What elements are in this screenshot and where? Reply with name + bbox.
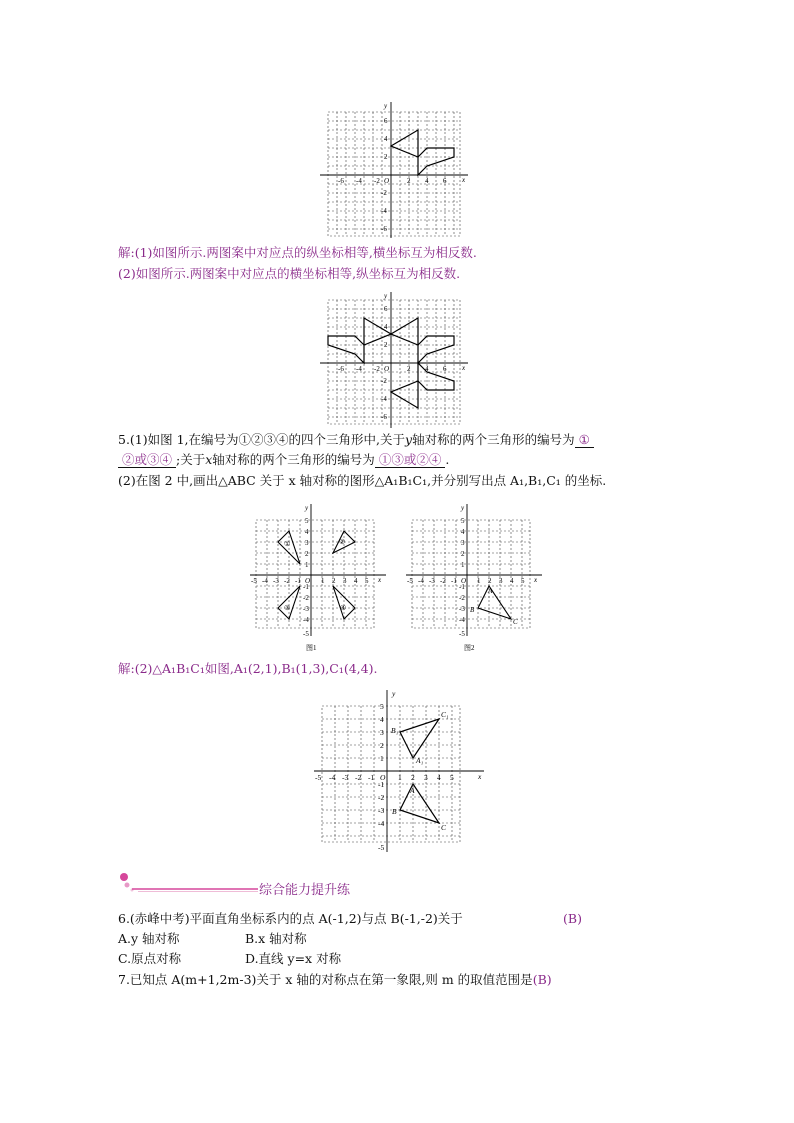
tick-label: 2: [384, 153, 388, 161]
tick-label: 1: [461, 561, 465, 569]
q5-text: 轴对称的两个三角形的编号为: [212, 452, 375, 467]
q5-line1: [118, 432, 594, 448]
figure-2: [404, 498, 546, 658]
tick-label: 2: [380, 741, 384, 750]
tick-label: -4: [329, 773, 336, 782]
q6-option-a: A.y 轴对称: [118, 931, 180, 946]
tick-label: -6: [338, 365, 344, 373]
q5-answer-1b: ②或③④: [118, 452, 176, 468]
tick-label: 4: [380, 715, 384, 724]
q5-var: y: [405, 432, 413, 447]
q7-answer: (B): [532, 972, 552, 987]
tick-label: -2: [374, 177, 380, 185]
tick-label: -4: [381, 207, 387, 215]
section-decoration-icon: [116, 870, 260, 894]
q5-line2: [118, 452, 449, 468]
origin-label: O: [461, 577, 467, 585]
tick-label: -3: [429, 577, 435, 585]
tick-label: -2: [459, 594, 465, 602]
tick-label: -5: [407, 577, 413, 585]
tick-label: 6: [443, 365, 447, 373]
tick-label: 4: [305, 528, 309, 536]
tick-label: 4: [384, 323, 388, 331]
tick-label: 4: [425, 365, 429, 373]
tick-label: -4: [356, 365, 362, 373]
coordinate-figure-middle: [318, 290, 468, 430]
figure-3-solution: [312, 688, 488, 854]
tick-label: -1: [295, 577, 301, 585]
tick-label: -2: [374, 365, 380, 373]
tick-label: 3: [305, 539, 309, 547]
q6-stem: 6.(赤峰中考)平面直角坐标系内的点 A(-1,2)与点 B(-1,-2)关于: [118, 911, 463, 926]
tick-label: -5: [315, 773, 322, 782]
tick-label: 2: [407, 365, 411, 373]
tick-label: -4: [356, 177, 362, 185]
tick-label: 4: [425, 177, 429, 185]
triangle-label: ②: [339, 538, 346, 546]
triangle-label: ④: [340, 604, 347, 612]
q6-option-b: B.x 轴对称: [245, 931, 307, 946]
tick-label: 1: [305, 561, 309, 569]
triangle-label: ③: [284, 604, 291, 612]
tick-label: -6: [381, 413, 387, 421]
tick-label: -6: [381, 225, 387, 233]
tick-label: 4: [354, 577, 358, 585]
tick-label: 1: [398, 773, 402, 782]
axis-label-y: y: [384, 102, 388, 110]
origin-label: O: [384, 177, 390, 185]
tick-label: 3: [424, 773, 428, 782]
tick-label: 5: [461, 517, 465, 525]
tick-label: -5: [251, 577, 257, 585]
coordinate-figure-top: [318, 100, 468, 240]
figure-caption: 图1: [306, 644, 317, 652]
q7-stem: [118, 972, 552, 988]
tick-label: -5: [459, 630, 465, 638]
q5-answer-1a: ①: [575, 432, 594, 448]
tick-label: -1: [368, 773, 375, 782]
axis-label-y: y: [305, 504, 309, 512]
tick-label: -4: [303, 616, 309, 624]
section-title: 综合能力提升练: [259, 883, 351, 898]
q7-text: 7.已知点 A(m+1,2m-3)关于 x 轴的对称点在第一象限,则 m 的取值范围是: [118, 972, 533, 987]
tick-label: -3: [273, 577, 279, 585]
tick-label: -1: [303, 583, 309, 591]
figure-1: [248, 498, 390, 658]
point-label: A: [488, 587, 493, 595]
q5-text: ;关于: [176, 452, 206, 467]
tick-label: -2: [440, 577, 446, 585]
tick-label: -3: [303, 605, 309, 613]
tick-label: 2: [332, 577, 336, 585]
tick-label: -2: [355, 773, 362, 782]
tick-label: 4: [437, 773, 441, 782]
tick-label: -2: [378, 793, 385, 802]
axis-label-x: x: [462, 364, 466, 372]
tick-label: 4: [461, 528, 465, 536]
tick-label: 2: [384, 341, 388, 349]
tick-label: 5: [380, 702, 384, 711]
q5-line3: (2)在图 2 中,画出△ABC 关于 x 轴对称的图形△A₁B₁C₁,并分别写出点 A₁,B₁,C₁ 的坐标.: [118, 473, 607, 488]
tick-label: 2: [407, 177, 411, 185]
tick-label: -1: [459, 583, 465, 591]
tick-label: 2: [461, 550, 465, 558]
q6-option-c: C.原点对称: [118, 951, 182, 966]
tick-label: 6: [384, 117, 388, 125]
tick-label: -2: [381, 377, 387, 385]
tick-label: -5: [303, 630, 309, 638]
tick-label: 6: [384, 305, 388, 313]
tick-label: 2: [411, 773, 415, 782]
axis-label-y: y: [392, 689, 396, 698]
axis-label-x: x: [478, 772, 482, 781]
tick-label: -4: [378, 819, 385, 828]
axis-label-x: x: [378, 576, 382, 584]
tick-label: -4: [418, 577, 424, 585]
tick-label: 4: [384, 135, 388, 143]
tick-label: 1: [321, 577, 325, 585]
axis-label-y: y: [461, 504, 465, 512]
tick-label: -3: [459, 605, 465, 613]
q5-text: 5.(1)如图 1,在编号为①②③④的四个三角形中,关于: [118, 432, 406, 447]
point-label: C₁: [441, 710, 449, 719]
q5-text: 轴对称的两个三角形的编号为: [412, 432, 575, 447]
origin-label: O: [384, 365, 390, 373]
point-label: A: [410, 786, 415, 795]
tick-label: 5: [305, 517, 309, 525]
q4-solution-line2: (2)如图所示.两图案中对应点的横坐标相等,纵坐标互为相反数.: [118, 266, 461, 281]
tick-label: 5: [450, 773, 454, 782]
tick-label: 1: [380, 754, 384, 763]
triangle-label: ①: [284, 540, 291, 548]
tick-label: -1: [451, 577, 457, 585]
tick-label: -4: [262, 577, 268, 585]
tick-label: 5: [521, 577, 525, 585]
tick-label: -1: [378, 780, 385, 789]
q4-solution-line1: 解:(1)如图所示.两图案中对应点的纵坐标相等,横坐标互为相反数.: [118, 245, 477, 260]
tick-label: -2: [284, 577, 290, 585]
q5-var: x: [205, 452, 213, 467]
point-label: C: [513, 618, 518, 626]
axis-label-x: x: [534, 576, 538, 584]
axis-label-x: x: [462, 176, 466, 184]
q6-answer: (B): [563, 911, 582, 926]
tick-label: 4: [510, 577, 514, 585]
tick-label: 3: [380, 728, 384, 737]
q6-option-d: D.直线 y=x 对称: [245, 951, 342, 966]
tick-label: -6: [338, 177, 344, 185]
point-label: C: [441, 823, 447, 832]
tick-label: 3: [343, 577, 347, 585]
point-label: B: [392, 807, 397, 816]
tick-label: 5: [365, 577, 369, 585]
tick-label: -3: [378, 806, 385, 815]
origin-label: O: [380, 773, 386, 782]
point-label: B₁: [391, 726, 399, 735]
tick-label: -2: [381, 189, 387, 197]
origin-label: O: [305, 577, 311, 585]
tick-label: 3: [499, 577, 503, 585]
tick-label: -4: [381, 395, 387, 403]
tick-label: 2: [305, 550, 309, 558]
tick-label: -5: [378, 843, 385, 852]
axis-label-y: y: [384, 292, 388, 300]
tick-label: 1: [477, 577, 481, 585]
q5-text: .: [445, 452, 450, 467]
point-label: A₁: [416, 756, 424, 765]
tick-label: 2: [488, 577, 492, 585]
tick-label: -2: [303, 594, 309, 602]
figure-caption: 图2: [464, 644, 475, 652]
tick-label: -4: [459, 616, 465, 624]
point-label: B: [470, 606, 475, 614]
q5-solution: 解:(2)△A₁B₁C₁如图,A₁(2,1),B₁(1,3),C₁(4,4).: [118, 661, 378, 676]
q5-answer-2: ①③或②④: [375, 452, 446, 468]
tick-label: -3: [342, 773, 349, 782]
tick-label: 3: [461, 539, 465, 547]
tick-label: 6: [443, 177, 447, 185]
